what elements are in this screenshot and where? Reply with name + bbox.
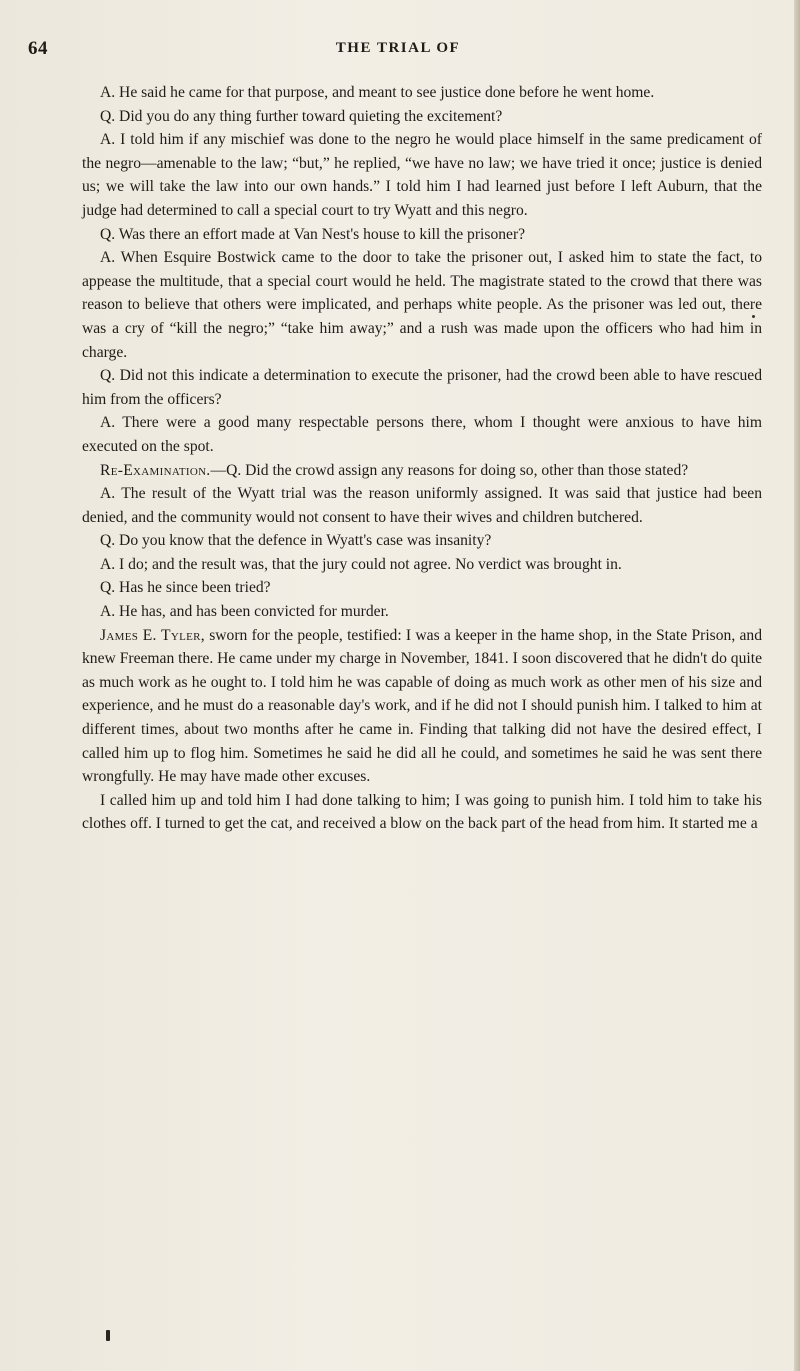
paragraph: A. When Esquire Bostwick came to the door to take the prisoner out, I asked him to state the fact, to appease the multitude, that a special court would he held. The magistrate stated to the crowd that there was reason to believe that others were implicated, and perhaps white people. As the prisoner was led out, there was a cry of “kill the negro;” “take him away;” and a rush was made upon the officers who had him in charge. <box>82 249 762 361</box>
paragraph: Q. Did you do any thing further toward quieting the excitement? <box>100 107 503 125</box>
ink-speck <box>752 315 755 318</box>
paragraph: Q. Has he since been tried? <box>100 579 271 597</box>
paragraph: A. The result of the Wyatt trial was the reason uniformly assigned. It was said that justice had been denied, and the community would not consent to have their wives and children butchered. <box>82 485 762 526</box>
paragraph: A. I told him if any mischief was done to the negro he would place himself in the same predicament of the negro—amenable to the law; “but,” he replied, “we have no law; we have tried it once; justice is denied us; we will take the law into our own hands.” I told him I had learned just before I left Auburn, that the judge had determined to call a special court to try Wyatt and this negro. <box>82 131 762 219</box>
paragraph: A. He said he came for that purpose, and meant to see justice done before he went home. <box>100 84 655 101</box>
paragraph: A. I do; and the result was, that the jury could not agree. No verdict was brought in. <box>100 555 622 573</box>
paragraph: Re-Examination.—Q. Did the crowd assign any reasons for doing so, other than those stated? <box>100 461 689 479</box>
paragraph: A. He has, and has been convicted for murder. <box>100 603 389 621</box>
ink-speck <box>106 1330 110 1341</box>
paragraph: A. There were a good many respectable persons there, whom I thought were anxious to have him executed on the spot. <box>82 414 762 455</box>
body-text <box>82 81 762 836</box>
page-number: 64 <box>28 38 48 59</box>
paragraph: James E. Tyler, sworn for the people, testified: I was a keeper in the hame shop, in the State Prison, and knew Freeman there. He came under my charge in November, 1841. I soon discovered that he didn't do quite as much work as he ought to. I told him he was capable of doing as much work as other men of his size and experience, and he must do a reasonable day's work, and if he did not I should punish him. I talked to him at different times, about two months after he came in. Finding that talking did not have the desired effect, I called him up to flog him. Sometimes he said he did all he could, and sometimes he said he was sent there wrongfully. He may have made other excuses. <box>82 626 762 786</box>
paragraph: Q. Do you know that the defence in Wyatt's case was insanity? <box>100 532 492 550</box>
page-edge-shadow <box>794 0 800 1371</box>
paragraph: I called him up and told him I had done talking to him; I was going to punish him. I told him to take his clothes off. I turned to get the cat, and received a blow on the back part of the head from him. It started me a <box>82 791 762 833</box>
paragraph: Q. Was there an effort made at Van Nest's house to kill the prisoner? <box>100 225 526 243</box>
running-title: THE TRIAL OF <box>335 40 461 56</box>
paragraph: Q. Did not this indicate a determination to execute the prisoner, had the crowd been able to have rescued him from the officers? <box>82 367 762 408</box>
section-label: Re-Examination. <box>100 461 211 479</box>
witness-name: James E. Tyler, <box>100 626 205 644</box>
running-head <box>28 38 768 62</box>
